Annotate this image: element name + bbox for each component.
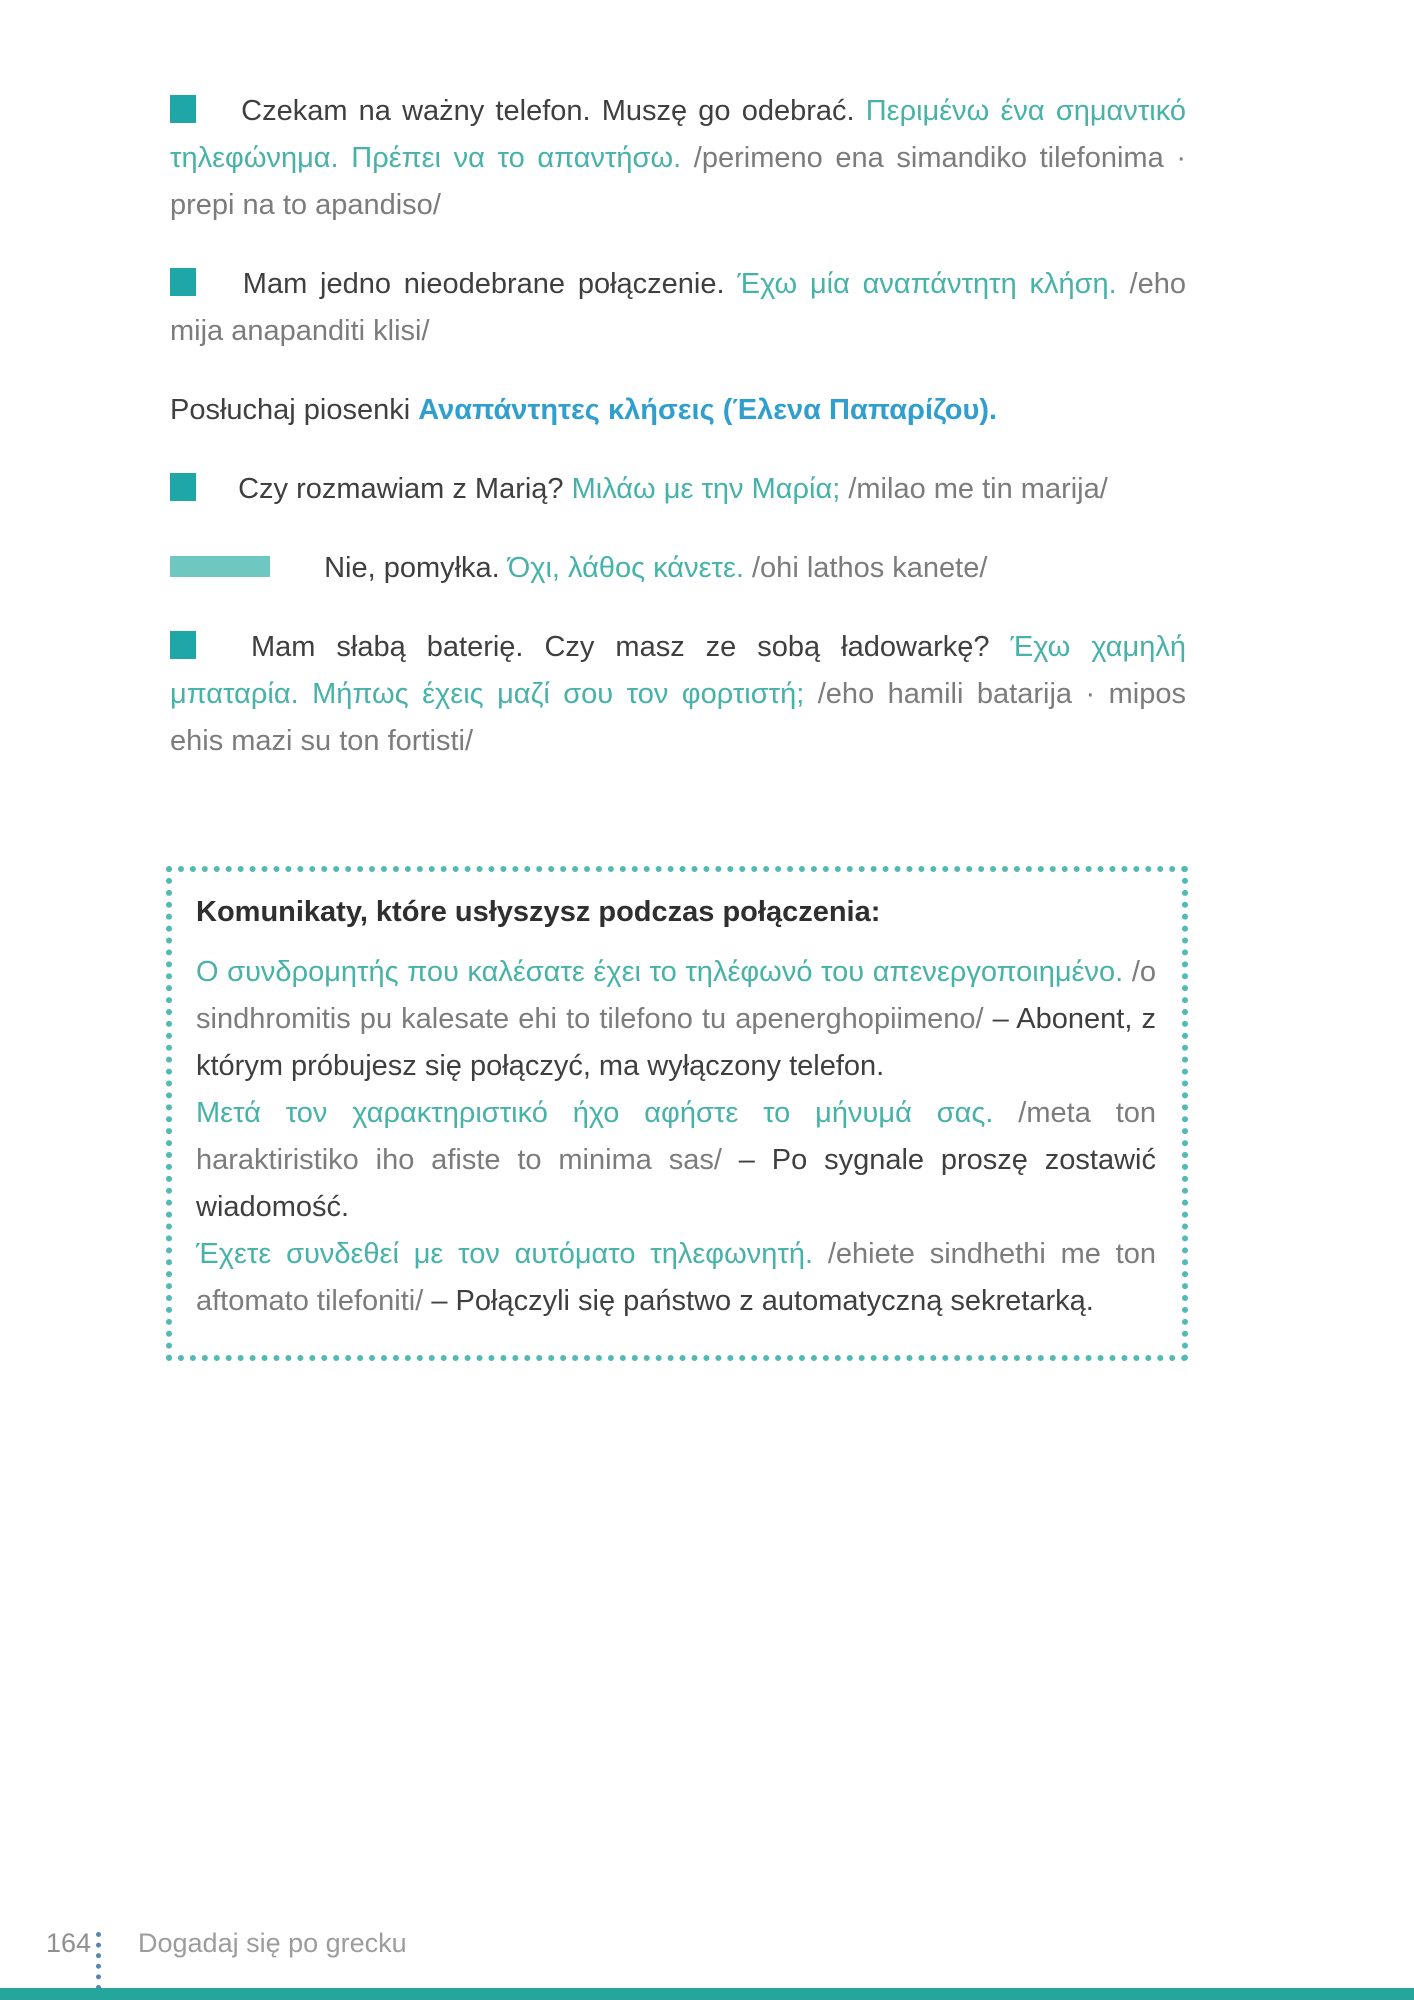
transcription-text: /o sindhromitis pu kalesate ehi to tilefono tu apenerghopiimeno/ [196, 956, 1156, 1035]
polish-text: Czekam na ważny telefon. Muszę go odebrać. [241, 95, 855, 127]
transcription-text: /eho hamili batarija · mipos ehis mazi su ton fortisti/ [170, 677, 1186, 757]
info-box-entry [196, 1231, 1156, 1325]
song-note-prefix: Posłuchaj piosenki [170, 393, 411, 426]
greek-text: Όχι, λάθος κάνετε. [507, 551, 744, 584]
greek-text: Έχω μία αναπάντητη κλήση. [737, 267, 1117, 300]
greek-text: Μετά τον χαρακτηριστικό ήχο αφήστε το μήνυμά σας. [196, 1096, 994, 1129]
phrase-item [170, 466, 1186, 513]
reply-bar-icon [170, 556, 270, 577]
transcription-text: /meta ton haraktiristiko iho afiste to minima sas/ [196, 1096, 1157, 1176]
info-box-entry [196, 1090, 1156, 1231]
phrase-reply-item [170, 545, 1186, 592]
phrase-item [170, 88, 1186, 229]
greek-text: Περιμένω ένα σημαντικό τηλεφώνημα. Πρέπει να το απαντήσω. [170, 95, 1186, 174]
polish-text: Mam słabą baterię. Czy masz ze sobą ładowarkę? [251, 630, 990, 663]
transcription-text: /eho mija anapanditi klisi/ [170, 267, 1186, 347]
transcription-text: /perimeno ena simandiko tilefonima · prepi na to apandiso/ [170, 141, 1186, 221]
polish-translation: – Abonent, z którym próbujesz się połączyć, ma wyłączony telefon. [196, 1002, 1156, 1082]
transcription-text: /milao me tin marija/ [848, 472, 1108, 505]
info-box [166, 866, 1188, 1361]
polish-translation: – Połączyli się państwo z automatyczną sekretarką. [431, 1284, 1094, 1317]
polish-text: Mam jedno nieodebrane połączenie. [242, 267, 725, 300]
phrase-item [170, 624, 1186, 765]
bullet-square-icon [170, 268, 196, 296]
transcription-text: /ehiete sindhethi me ton aftomato tilefoniti/ [196, 1237, 1156, 1317]
page-number: 164 [46, 1928, 92, 1958]
footer-separator-chain [96, 1932, 101, 1990]
content-column [170, 88, 1186, 797]
book-title: Dogadaj się po grecku [138, 1928, 407, 1958]
greek-text: Έχετε συνδεθεί με τον αυτόματο τηλεφωνητή. [196, 1237, 814, 1270]
transcription-text: /ohi lathos kanete/ [752, 551, 988, 584]
polish-text: Nie, pomyłka. [324, 551, 500, 584]
bottom-accent-bar [0, 1988, 1414, 2000]
greek-text: Μιλάω με την Μαρία; [571, 472, 841, 505]
bullet-square-icon [170, 473, 196, 501]
greek-text: Ο συνδρομητής που καλέσατε έχει το τηλέφωνό του απενεργοποιημένο. [196, 956, 1124, 988]
info-box-entry [196, 949, 1156, 1090]
song-title-link: Αναπάντητες κλήσεις (Έλενα Παπαρίζου). [418, 393, 998, 426]
greek-text: Έχω χαμηλή μπαταρία. Μήπως έχεις μαζί σου τον φορτιστή; [170, 630, 1186, 710]
polish-translation: – Po sygnale proszę zostawić wiadomość. [196, 1143, 1156, 1223]
phrase-item [170, 261, 1186, 355]
bullet-square-icon [170, 95, 196, 123]
info-box-title: Komunikaty, które usłyszysz podczas połączenia: [196, 896, 881, 928]
bullet-square-icon [170, 631, 196, 659]
song-note [170, 387, 1186, 434]
polish-text: Czy rozmawiam z Marią? [238, 472, 564, 505]
